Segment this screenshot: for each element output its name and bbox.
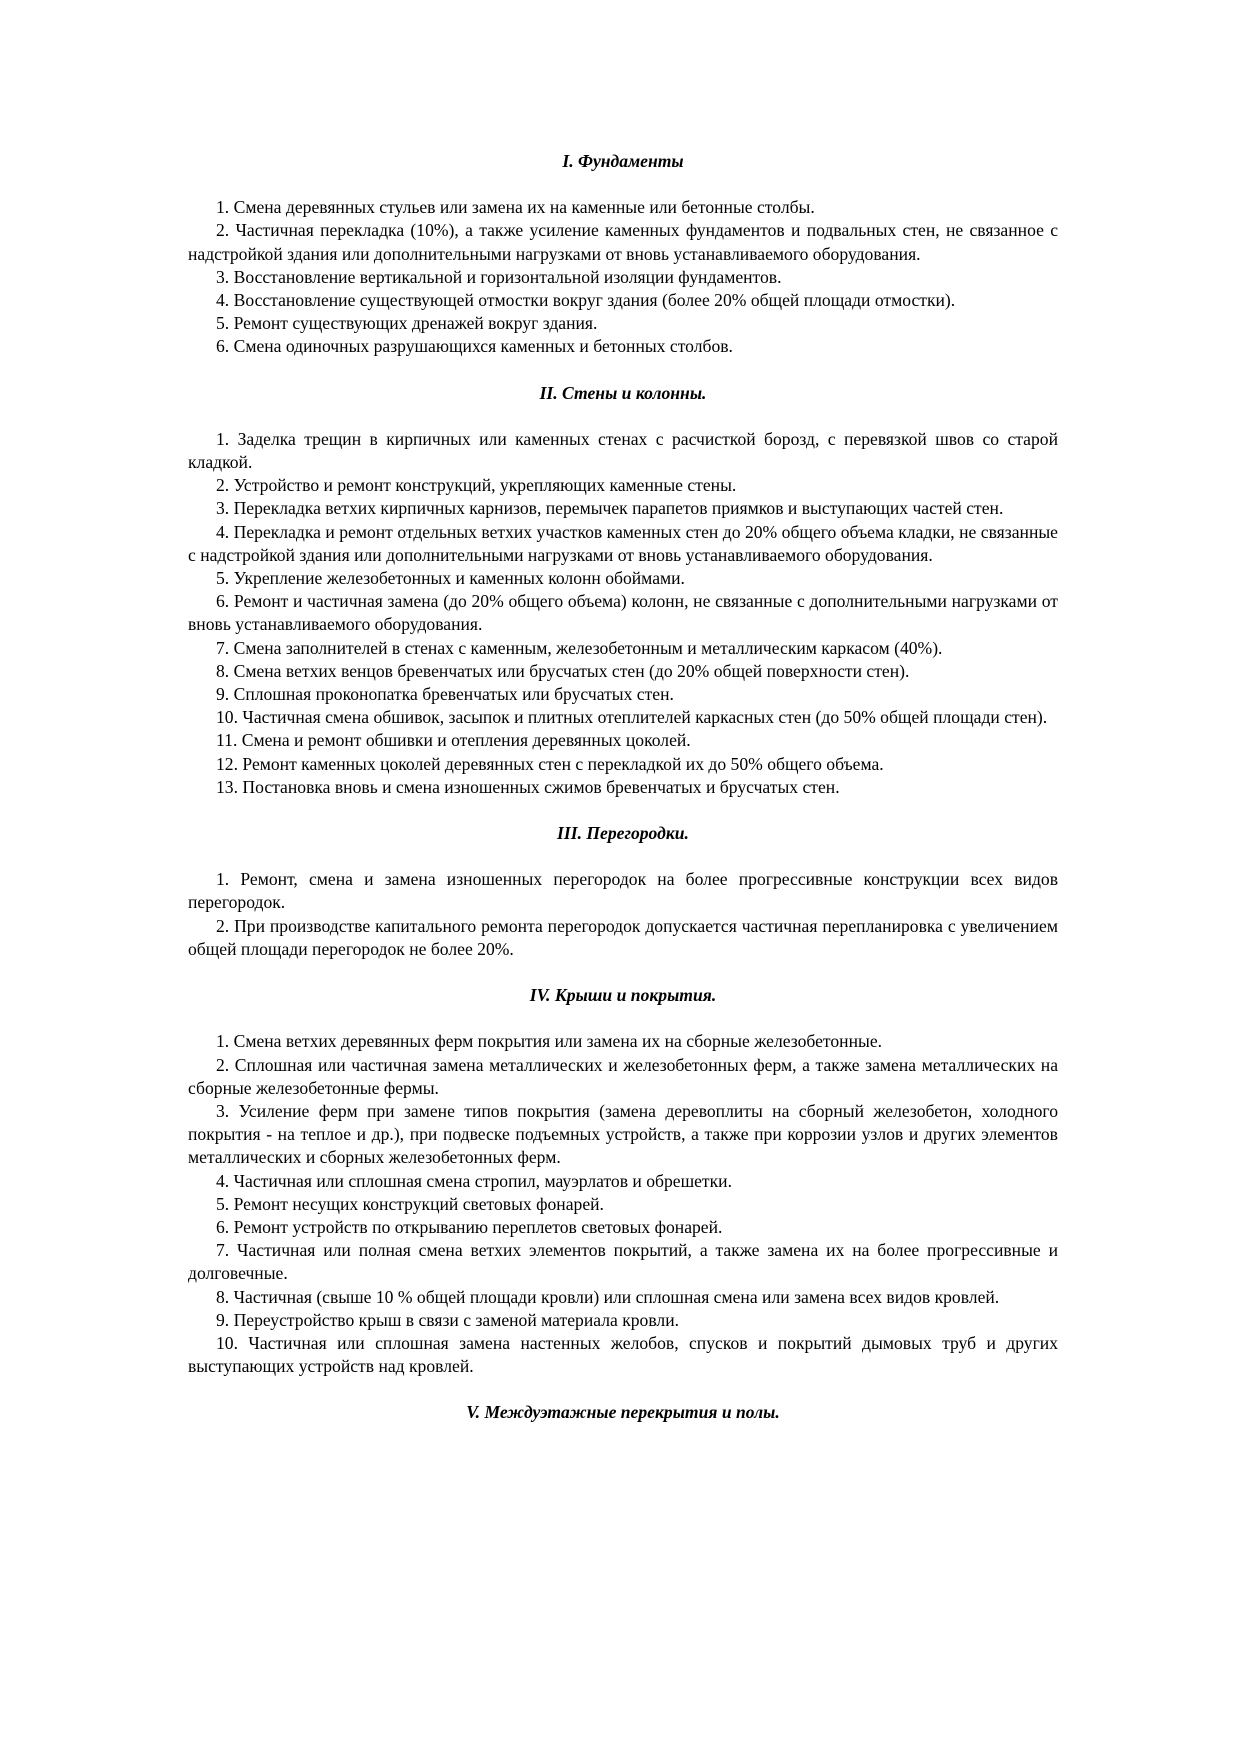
list-item: 9. Сплошная проконопатка бревенчатых или брусчатых стен. — [216, 684, 674, 705]
section-items — [188, 1030, 1058, 1378]
list-item: 11. Смена и ремонт обшивки и отепления деревянных цоколей. — [216, 730, 691, 751]
section-walls-columns — [188, 382, 1058, 799]
section-roofs — [188, 984, 1058, 1378]
list-item: 1. Ремонт, смена и замена изношенных перегородок на более прогрессивные конструкции всех видов перегородок. — [188, 869, 1058, 913]
list-item: 12. Ремонт каменных цоколей деревянных стен с перекладкой их до 50% общего объема. — [216, 753, 884, 774]
section-title: V. Междуэтажные перекрытия и полы. — [466, 1402, 780, 1423]
list-item: 4. Перекладка и ремонт отдельных ветхих участков каменных стен до 20% общего объема кладки, не связанные с надстройкой здания или дополнительными нагрузками от вновь устанавливаемого оборудования. — [188, 521, 1058, 565]
list-item: 6. Смена одиночных разрушающихся каменных и бетонных столбов. — [216, 336, 733, 357]
list-item: 4. Восстановление существующей отмостки вокруг здания (более 20% общей площади отмостки). — [216, 290, 956, 311]
list-item: 1. Смена деревянных стульев или замена их на каменные или бетонные столбы. — [216, 197, 815, 218]
section-foundations — [188, 150, 1058, 359]
list-item: 6. Ремонт и частичная замена (до 20% общего объема) колонн, не связанные с дополнительными нагрузками от вновь устанавливаемого оборудования. — [188, 591, 1058, 635]
section-floors — [188, 1401, 1058, 1424]
list-item: 8. Частичная (свыше 10 % общей площади кровли) или сплошная смена или замена всех видов кровлей. — [216, 1286, 1000, 1307]
list-item: 1. Смена ветхих деревянных ферм покрытия или замена их на сборные железобетонные. — [216, 1031, 883, 1052]
list-item: 8. Смена ветхих венцов бревенчатых или брусчатых стен (до 20% общей поверхности стен). — [216, 660, 910, 681]
list-item: 10. Частичная или сплошная замена настенных желобов, спусков и покрытий дымовых труб и других выступающих устройств над кровлей. — [188, 1332, 1058, 1377]
section-title: IV. Крыши и покрытия. — [529, 985, 717, 1006]
list-item: 7. Смена заполнителей в стенах с каменным, железобетонным и металлическим каркасом (40%). — [216, 637, 943, 658]
section-title: II. Стены и колонны. — [539, 382, 707, 403]
list-item: 9. Переустройство крыш в связи с заменой материала кровли. — [216, 1309, 680, 1330]
list-item: 5. Ремонт существующих дренажей вокруг здания. — [216, 313, 598, 334]
list-item: 2. При производстве капитального ремонта перегородок допускается частичная перепланировка с увеличением общей площади перегородок не более 20%. — [188, 915, 1058, 959]
list-item: 2. Сплошная или частичная замена металлических и железобетонных ферм, а также замена металлических на сборные железобетонные фермы. — [188, 1054, 1058, 1098]
list-item: 3. Восстановление вертикальной и горизонтальной изоляции фундаментов. — [216, 266, 782, 287]
list-item: 7. Частичная или полная смена ветхих элементов покрытий, а также замена их на более прогрессивные и долговечные. — [188, 1240, 1058, 1284]
section-title: III. Перегородки. — [557, 823, 689, 844]
list-item: 6. Ремонт устройств по открыванию переплетов световых фонарей. — [216, 1216, 723, 1237]
list-item: 2. Устройство и ремонт конструкций, укрепляющих каменные стены. — [216, 475, 737, 496]
list-item: 10. Частичная смена обшивок, засыпок и плитных отеплителей каркасных стен (до 50% общей площади стен). — [216, 707, 1048, 728]
section-items — [188, 428, 1058, 799]
section-items — [188, 868, 1058, 961]
list-item: 2. Частичная перекладка (10%), а также усиление каменных фундаментов и подвальных стен, не связанное с надстройкой здания или дополнительными нагрузками от вновь устанавливаемого оборудования. — [188, 220, 1058, 264]
list-item: 5. Ремонт несущих конструкций световых фонарей. — [216, 1193, 604, 1214]
list-item: 3. Перекладка ветхих кирпичных карнизов, перемычек парапетов приямков и выступающих частей стен. — [216, 498, 1004, 519]
list-item: 13. Постановка вновь и смена изношенных сжимов бревенчатых и брусчатых стен. — [216, 776, 840, 797]
list-item: 4. Частичная или сплошная смена стропил, мауэрлатов и обрешетки. — [216, 1170, 732, 1191]
list-item: 1. Заделка трещин в кирпичных или каменных стенах с расчисткой борозд, с перевязкой швов со старой кладкой. — [188, 428, 1058, 473]
section-partitions — [188, 822, 1058, 961]
list-item: 5. Укрепление железобетонных и каменных колонн обоймами. — [216, 568, 685, 589]
section-title: I. Фундаменты — [562, 151, 684, 171]
document-page — [188, 150, 1058, 1425]
list-item: 3. Усиление ферм при замене типов покрытия (замена деревоплиты на сборный железобетон, холодного покрытия - на теплое и др.), при подвеске подъемных устройств, а также при коррозии узлов и других элементов металлических и сборных железобетонных ферм. — [188, 1100, 1058, 1168]
section-items — [188, 196, 1058, 358]
